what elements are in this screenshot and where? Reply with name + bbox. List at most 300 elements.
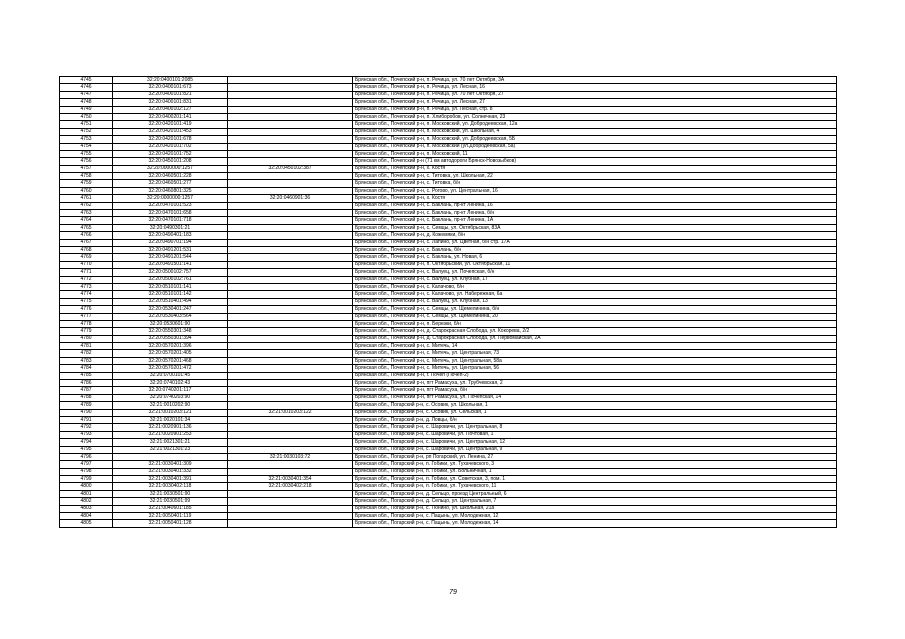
address-cell: Брянская обл., Почепский р-н, с. Баклань, пр-кт Ленина, 16 (353, 202, 837, 209)
address-cell: Брянская обл., Погарский р-н, с. Осовик, ул. Сельская, 1 (353, 409, 837, 416)
cadastral-number-cell: 32:21:0030401:332 (113, 468, 228, 475)
related-cadastral-number-cell (228, 446, 353, 453)
address-cell: Брянская обл., Почепский р-н, с. Калачово, б/н (353, 283, 837, 290)
related-cadastral-number-cell (228, 350, 353, 357)
cadastral-number-cell: 32:20:0570201:405 (113, 350, 228, 357)
row-number-cell: 4757 (60, 165, 113, 172)
related-cadastral-number-cell: 32:21:0030401:354 (228, 476, 353, 483)
related-cadastral-number-cell (228, 365, 353, 372)
row-number-cell: 4752 (60, 128, 113, 135)
address-cell: Брянская обл., Погарский р-н, д. Сельцо, проезд Центральный, 6 (353, 490, 837, 497)
row-number-cell: 4760 (60, 187, 113, 194)
related-cadastral-number-cell (228, 210, 353, 217)
related-cadastral-number-cell (228, 239, 353, 246)
row-number-cell: 4775 (60, 298, 113, 305)
row-number-cell: 4755 (60, 150, 113, 157)
address-cell: Брянская обл., Почепский р-н, х. Костя (353, 195, 837, 202)
table-row (60, 402, 837, 409)
table-row (60, 217, 837, 224)
address-cell: Брянская обл., Погарский р-н, п. Гобики, ул. Советская, 3, пом. 1 (353, 476, 837, 483)
table-row (60, 387, 837, 394)
address-cell: Брянская обл., Почепский р-н, п. Октябрьский, ул. Октябрьская, 11 (353, 261, 837, 268)
cadastral-number-cell: 32:20:0470101:718 (113, 217, 228, 224)
row-number-cell: 4764 (60, 217, 113, 224)
address-cell: Брянская обл., Почепский р-н, п. Речица, ул. Лесная, стр. 8 (353, 106, 837, 113)
table-row (60, 416, 837, 423)
row-number-cell: 4771 (60, 269, 113, 276)
address-cell: Брянская обл., Погарский р-н, с. Пацынь, ул. Молодежная, 14 (353, 520, 837, 527)
cadastral-number-cell: 32:21:0030401:309 (113, 461, 228, 468)
address-cell: Брянская обл., Почепский р-н, д. Кожемяки, б/н (353, 232, 837, 239)
address-cell: Брянская обл., Погарский р-н, с. Шаровичи, ул. Центральная, 12 (353, 439, 837, 446)
row-number-cell: 4800 (60, 483, 113, 490)
related-cadastral-number-cell (228, 180, 353, 187)
cadastral-number-cell: 32:20:0470101:523 (113, 202, 228, 209)
table-row (60, 224, 837, 231)
related-cadastral-number-cell (228, 387, 353, 394)
related-cadastral-number-cell (228, 505, 353, 512)
row-number-cell: 4792 (60, 424, 113, 431)
address-cell: Брянская обл., Почепский р-н, п. Московский, ул. Школьная, 4 (353, 128, 837, 135)
table-row (60, 343, 837, 350)
address-cell: Брянская обл., Почепский р-н, с. Баклань, пр-кт Ленина, б/н (353, 210, 837, 217)
table-row (60, 210, 837, 217)
table-row (60, 424, 837, 431)
table-row (60, 350, 837, 357)
table-row (60, 431, 837, 438)
row-number-cell: 4769 (60, 254, 113, 261)
table-row (60, 283, 837, 290)
row-number-cell: 4749 (60, 106, 113, 113)
address-cell: Брянская обл., Погарский р-н, с. Шаровичи, ул. Центральная, 9 (353, 446, 837, 453)
cadastral-number-cell: 32:20:0530601:90 (113, 320, 228, 327)
cadastral-number-cell: 32:20:0400102:127 (113, 106, 228, 113)
address-cell: Брянская обл., Почепский р-н, с. Митечь, ул. Центральная, 56 (353, 365, 837, 372)
row-number-cell: 4762 (60, 202, 113, 209)
row-number-cell: 4797 (60, 461, 113, 468)
row-number-cell: 4801 (60, 490, 113, 497)
table-row (60, 84, 837, 91)
related-cadastral-number-cell (228, 143, 353, 150)
related-cadastral-number-cell (228, 357, 353, 364)
cadastral-number-cell: 32:21:0030401:391 (113, 476, 228, 483)
related-cadastral-number-cell (228, 121, 353, 128)
related-cadastral-number-cell (228, 380, 353, 387)
address-cell: Брянская обл., Погарский р-н, с. Тюнино, ул. Школьная, 21а (353, 505, 837, 512)
related-cadastral-number-cell (228, 335, 353, 342)
cadastral-number-cell: 32:20:0530403:564 (113, 313, 228, 320)
related-cadastral-number-cell (228, 431, 353, 438)
table-row (60, 328, 837, 335)
cadastral-number-cell: 32:20:0740201:117 (113, 387, 228, 394)
table-row (60, 490, 837, 497)
address-cell: Брянская обл., Почепский р-н, п. Речица, ул. 70 лет Октября, 27 (353, 91, 837, 98)
cadastral-number-cell: 32:21:0030501:99 (113, 498, 228, 505)
cadastral-number-cell: 32:20:0420101:752 (113, 150, 228, 157)
table-row (60, 254, 837, 261)
row-number-cell: 4784 (60, 365, 113, 372)
table-row (60, 202, 837, 209)
cadastral-number-cell: 32:20:0570201:472 (113, 365, 228, 372)
address-cell: Брянская обл., Погарский р-н, п. Гобики, ул. Тухачевского, 11 (353, 483, 837, 490)
related-cadastral-number-cell (228, 394, 353, 401)
cadastral-number-cell: 32:20:0460801:325 (113, 187, 228, 194)
related-cadastral-number-cell (228, 402, 353, 409)
related-cadastral-number-cell (228, 490, 353, 497)
row-number-cell: 4795 (60, 446, 113, 453)
cadastral-number-cell: 32:21:0040601:185 (113, 505, 228, 512)
cadastral-number-cell: 32:21:0010202:90 (113, 402, 228, 409)
row-number-cell: 4776 (60, 306, 113, 313)
row-number-cell: 4783 (60, 357, 113, 364)
related-cadastral-number-cell (228, 99, 353, 106)
row-number-cell: 4798 (60, 468, 113, 475)
address-cell: Брянская обл., Почепский р-н, с. Лапино, ул. Цветная, б/н стр. 17А (353, 239, 837, 246)
related-cadastral-number-cell: 32:20:0460901:36 (228, 195, 353, 202)
address-cell: Брянская обл., Почепский р-н, с. Митечь, ул. Центральная, 58а (353, 357, 837, 364)
table-row (60, 158, 837, 165)
related-cadastral-number-cell: 32:21:0010203:122 (228, 409, 353, 416)
cadastral-number-cell: 32:20:0491201:544 (113, 254, 228, 261)
cadastral-number-cell: 32:20:0740102:43 (113, 380, 228, 387)
row-number-cell: 4789 (60, 402, 113, 409)
address-cell: Брянская обл., Погарский р-н, рп Погарский, ул. Ленина, 27 (353, 453, 837, 460)
related-cadastral-number-cell (228, 77, 353, 84)
related-cadastral-number-cell: 32:21:0030103:72 (228, 453, 353, 460)
row-number-cell: 4751 (60, 121, 113, 128)
cadastral-number-cell: 32:20:0700101:45 (113, 372, 228, 379)
related-cadastral-number-cell (228, 224, 353, 231)
related-cadastral-number-cell (228, 187, 353, 194)
related-cadastral-number-cell (228, 158, 353, 165)
table-row (60, 483, 837, 490)
related-cadastral-number-cell (228, 520, 353, 527)
table-row (60, 91, 837, 98)
row-number-cell: 4785 (60, 372, 113, 379)
page-number: 79 (449, 589, 457, 596)
related-cadastral-number-cell (228, 320, 353, 327)
row-number-cell: 4759 (60, 180, 113, 187)
row-number-cell: 4782 (60, 350, 113, 357)
row-number-cell: 4770 (60, 261, 113, 268)
cadastral-number-cell: 32:20:0500102:761 (113, 276, 228, 283)
cadastral-number-cell: 32:20:0400201:141 (113, 113, 228, 120)
address-cell: Брянская обл., Почепский р-н, пгт Рамасуха, ул. Почепская, 14 (353, 394, 837, 401)
cadastral-number-cell: 32:20:0740203:90 (113, 394, 228, 401)
table-row (60, 150, 837, 157)
table-row (60, 357, 837, 364)
table-row (60, 165, 837, 172)
row-number-cell: 4793 (60, 431, 113, 438)
row-number-cell: 4750 (60, 113, 113, 120)
address-cell: Брянская обл., Почепский р-н, с. Семцы, ул. Щемелинина, б/н (353, 306, 837, 313)
row-number-cell: 4781 (60, 343, 113, 350)
cadastral-number-cell: 32:20:0490401:183 (113, 232, 228, 239)
table-row (60, 298, 837, 305)
table-row (60, 476, 837, 483)
land-register-table (59, 76, 837, 528)
address-cell: Брянская обл., Почепский р-н, д. Старокрасная Слобода, ул. Первомайская, 2А (353, 335, 837, 342)
table-row (60, 143, 837, 150)
cadastral-number-cell: 32:21:0050401:128 (113, 520, 228, 527)
row-number-cell: 4787 (60, 387, 113, 394)
row-number-cell: 4758 (60, 173, 113, 180)
row-number-cell: 4779 (60, 328, 113, 335)
row-number-cell: 4778 (60, 320, 113, 327)
cadastral-number-cell: 32:20:0570201:396 (113, 343, 228, 350)
related-cadastral-number-cell (228, 254, 353, 261)
related-cadastral-number-cell (228, 513, 353, 520)
related-cadastral-number-cell (228, 291, 353, 298)
table-row (60, 106, 837, 113)
table-row (60, 246, 837, 253)
related-cadastral-number-cell (228, 261, 353, 268)
related-cadastral-number-cell (228, 150, 353, 157)
address-cell: Брянская обл., Почепский р-н, п. Московский (ул.Добродеевская, 5а) (353, 143, 837, 150)
row-number-cell: 4786 (60, 380, 113, 387)
cadastral-number-cell: 32:20:0490701:194 (113, 239, 228, 246)
address-cell: Брянская обл., Почепский р-н, с. Баклань, ул. Новая, 6 (353, 254, 837, 261)
table-row (60, 180, 837, 187)
related-cadastral-number-cell (228, 343, 353, 350)
row-number-cell: 4753 (60, 136, 113, 143)
table-row (60, 195, 837, 202)
related-cadastral-number-cell (228, 439, 353, 446)
cadastral-number-cell: 32:20:0000000:1257 (113, 195, 228, 202)
table-row (60, 128, 837, 135)
address-cell: Брянская обл., Почепский р-н, с. Титовка, б/н (353, 180, 837, 187)
cadastral-number-cell: 32:20:0450101:208 (113, 158, 228, 165)
address-cell: Брянская обл., Почепский р-н, с. Валуец, ул. Почепская, б/н (353, 269, 837, 276)
table-row (60, 446, 837, 453)
cadastral-number-cell: 32:20:0491201:531 (113, 246, 228, 253)
table-row (60, 121, 837, 128)
address-cell: Брянская обл., Погарский р-н, с. Пацынь, ул. Молодежная, 12 (353, 513, 837, 520)
row-number-cell: 4774 (60, 291, 113, 298)
related-cadastral-number-cell (228, 113, 353, 120)
address-cell: Брянская обл., Почепский р-н, с. Валуец, ул. Клубная, 17 (353, 276, 837, 283)
table-row (60, 513, 837, 520)
table-row (60, 136, 837, 143)
cadastral-number-cell: 32:20:0550301:348 (113, 328, 228, 335)
related-cadastral-number-cell (228, 136, 353, 143)
address-cell: Брянская обл., Почепский р-н, п. Московский, 11 (353, 150, 837, 157)
cadastral-number-cell: 32:20:0400101:831 (113, 99, 228, 106)
table-row (60, 313, 837, 320)
address-cell: Брянская обл., Почепский р-н, г. Почеп (Почеп-2) (353, 372, 837, 379)
table-row (60, 276, 837, 283)
row-number-cell: 4766 (60, 232, 113, 239)
row-number-cell: 4803 (60, 505, 113, 512)
related-cadastral-number-cell (228, 461, 353, 468)
cadastral-number-cell (113, 453, 228, 460)
table-row (60, 505, 837, 512)
table-row (60, 380, 837, 387)
cadastral-number-cell: 32:20:0420101:419 (113, 121, 228, 128)
related-cadastral-number-cell (228, 91, 353, 98)
row-number-cell: 4754 (60, 143, 113, 150)
table-row (60, 113, 837, 120)
row-number-cell: 4805 (60, 520, 113, 527)
cadastral-number-cell: 32:21:0010203:121 (113, 409, 228, 416)
address-cell: Брянская обл., Погарский р-н, с. Осовик, ул. Школьная, 1 (353, 402, 837, 409)
address-cell: Брянская обл., Почепский р-н, п. Речица, ул. Лесная, 16 (353, 84, 837, 91)
address-cell: Брянская обл., Почепский р-н, с. Калачово, ул. Набережная, 6а (353, 291, 837, 298)
cadastral-number-cell: 32:20:0470101:658 (113, 210, 228, 217)
row-number-cell: 4791 (60, 416, 113, 423)
table-row (60, 520, 837, 527)
address-cell: Брянская обл., Почепский р-н, с. Митечь, 14 (353, 343, 837, 350)
address-cell: Брянская обл., Почепский р-н, п. Березки, б/н (353, 320, 837, 327)
table-row (60, 232, 837, 239)
cadastral-number-cell: 32:20:0530401:247 (113, 306, 228, 313)
row-number-cell: 4796 (60, 453, 113, 460)
address-cell: Брянская обл., Погарский р-н, с. Шаровичи, ул. Почтовая, 1 (353, 431, 837, 438)
address-cell: Брянская обл., Почепский р-н, п. Московский, ул. Добродеевская, 5Б (353, 136, 837, 143)
address-cell: Брянская обл., Погарский р-н, д. Сельцо, ул. Центральная, 7 (353, 498, 837, 505)
address-cell: Брянская обл., Почепский р-н (71 км автодороги Брянск-Новозыбков) (353, 158, 837, 165)
cadastral-number-cell: 32:21:0020901:253 (113, 431, 228, 438)
table-body (60, 77, 837, 528)
related-cadastral-number-cell (228, 84, 353, 91)
table-row (60, 372, 837, 379)
row-number-cell: 4802 (60, 498, 113, 505)
cadastral-number-cell: 32:20:0400101:673 (113, 84, 228, 91)
address-cell: Брянская обл., Почепский р-н, с. Валуец, ул. Клубная, 13 (353, 298, 837, 305)
address-cell: Брянская обл., Погарский р-н, п. Гобики, ул. Тухачевского, 3 (353, 461, 837, 468)
table-row (60, 239, 837, 246)
cadastral-number-cell: 32:20:0420101:453 (113, 128, 228, 135)
row-number-cell: 4767 (60, 239, 113, 246)
related-cadastral-number-cell (228, 128, 353, 135)
cadastral-number-cell: 32:20:0510101:142 (113, 291, 228, 298)
table-row (60, 77, 837, 84)
row-number-cell: 4790 (60, 409, 113, 416)
table-row (60, 365, 837, 372)
row-number-cell: 4780 (60, 335, 113, 342)
cadastral-number-cell: 32:21:0050401:119 (113, 513, 228, 520)
related-cadastral-number-cell (228, 313, 353, 320)
row-number-cell: 4768 (60, 246, 113, 253)
related-cadastral-number-cell (228, 246, 353, 253)
row-number-cell: 4804 (60, 513, 113, 520)
row-number-cell: 4747 (60, 91, 113, 98)
table-row (60, 99, 837, 106)
address-cell: Брянская обл., Почепский р-н, п. Московский, ул. Добродеевская, 12а (353, 121, 837, 128)
related-cadastral-number-cell (228, 173, 353, 180)
row-number-cell: 4773 (60, 283, 113, 290)
address-cell: Брянская обл., Почепский р-н, с. Семцы, ул. Щемелинина, 20 (353, 313, 837, 320)
related-cadastral-number-cell (228, 232, 353, 239)
cadastral-number-cell: 32:20:0420101:678 (113, 136, 228, 143)
row-number-cell: 4756 (60, 158, 113, 165)
table-row (60, 187, 837, 194)
table-row (60, 173, 837, 180)
table-row (60, 320, 837, 327)
cadastral-number-cell: 32:20:0510101:141 (113, 283, 228, 290)
related-cadastral-number-cell (228, 298, 353, 305)
related-cadastral-number-cell (228, 416, 353, 423)
cadastral-number-cell: 32:20:0550301:394 (113, 335, 228, 342)
cadastral-number-cell: 32:20:0510401:494 (113, 298, 228, 305)
address-cell: Брянская обл., Почепский р-н, с. Митечь, ул. Центральная, 73 (353, 350, 837, 357)
cadastral-number-cell: 32:20:0400101:821 (113, 91, 228, 98)
row-number-cell: 4788 (60, 394, 113, 401)
address-cell: Брянская обл., Почепский р-н, х. Костя (353, 165, 837, 172)
cadastral-number-cell: 32:20:0570201:468 (113, 357, 228, 364)
cadastral-number-cell: 32:20:0460501:277 (113, 180, 228, 187)
address-cell: Брянская обл., Почепский р-н, с. Рогово, ул. Центральная, 16 (353, 187, 837, 194)
related-cadastral-number-cell (228, 106, 353, 113)
row-number-cell: 4765 (60, 224, 113, 231)
row-number-cell: 4745 (60, 77, 113, 84)
address-cell: Брянская обл., Почепский р-н, с. Титовка, ул. Школьная, 22 (353, 173, 837, 180)
related-cadastral-number-cell (228, 283, 353, 290)
table-row (60, 453, 837, 460)
related-cadastral-number-cell (228, 424, 353, 431)
related-cadastral-number-cell (228, 276, 353, 283)
address-cell: Брянская обл., Погарский р-н, д. Ловцы, б/н (353, 416, 837, 423)
address-cell: Брянская обл., Почепский р-н, с. Семцы, ул. Октябрьская, 83А (353, 224, 837, 231)
address-cell: Брянская обл., Почепский р-н, п. Речица, ул. Лесная, 27 (353, 99, 837, 106)
row-number-cell: 4777 (60, 313, 113, 320)
address-cell: Брянская обл., Почепский р-н, пгт Рамасуха, б/н (353, 387, 837, 394)
cadastral-number-cell: 32:21:0020901:136 (113, 424, 228, 431)
cadastral-number-cell: 32:21:0021301:21 (113, 439, 228, 446)
related-cadastral-number-cell (228, 372, 353, 379)
address-cell: Брянская обл., Почепский р-н, с. Баклань, пр-кт Ленина, 1А (353, 217, 837, 224)
related-cadastral-number-cell (228, 269, 353, 276)
row-number-cell: 4746 (60, 84, 113, 91)
related-cadastral-number-cell (228, 306, 353, 313)
table-row (60, 468, 837, 475)
row-number-cell: 4772 (60, 276, 113, 283)
address-cell: Брянская обл., Почепский р-н, пгт Рамасуха, ул. Трубчевская, 2 (353, 380, 837, 387)
related-cadastral-number-cell (228, 217, 353, 224)
row-number-cell: 4799 (60, 476, 113, 483)
related-cadastral-number-cell: 32:20:0450102:387 (228, 165, 353, 172)
cadastral-number-cell: 32:21:0021301:23 (113, 446, 228, 453)
address-cell: Брянская обл., Почепский р-н, п. Хлиборобов, ул. Солнечная, 23 (353, 113, 837, 120)
table-row (60, 498, 837, 505)
row-number-cell: 4763 (60, 210, 113, 217)
related-cadastral-number-cell (228, 468, 353, 475)
cadastral-number-cell: 32:20:0491501:141 (113, 261, 228, 268)
table-row (60, 306, 837, 313)
table-row (60, 335, 837, 342)
cadastral-number-cell: 32:21:0030402:118 (113, 483, 228, 490)
cadastral-number-cell: 32:21:0020101:34 (113, 416, 228, 423)
address-cell: Брянская обл., Почепский р-н, п. Речица, ул. 70 лет Октября, 3А (353, 77, 837, 84)
related-cadastral-number-cell: 32:21:0030402:218 (228, 483, 353, 490)
address-cell: Брянская обл., Погарский р-н, п. Гобики, ул. Больничная, 1 (353, 468, 837, 475)
cadastral-number-cell: 32:20:0400101:2085 (113, 77, 228, 84)
table-row (60, 461, 837, 468)
row-number-cell: 4794 (60, 439, 113, 446)
address-cell: Брянская обл., Почепский р-н, с. Баклань, б/н (353, 246, 837, 253)
row-number-cell: 4761 (60, 195, 113, 202)
cadastral-number-cell: 32:20:0460501:228 (113, 173, 228, 180)
related-cadastral-number-cell (228, 328, 353, 335)
table-row (60, 409, 837, 416)
cadastral-number-cell: 32:20:0490301:21 (113, 224, 228, 231)
address-cell: Брянская обл., Погарский р-н, с. Шаровичи, ул. Центральная, 8 (353, 424, 837, 431)
table-row (60, 439, 837, 446)
table-row (60, 394, 837, 401)
related-cadastral-number-cell (228, 202, 353, 209)
table-row (60, 269, 837, 276)
cadastral-number-cell: 32:20:0000000:1257 (113, 165, 228, 172)
